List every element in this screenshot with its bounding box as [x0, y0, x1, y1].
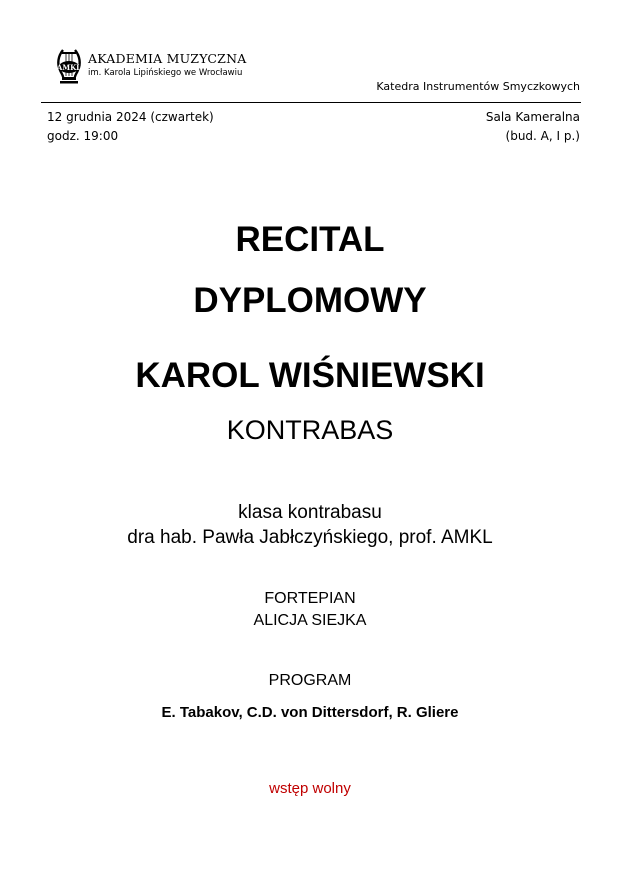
academy-logo	[54, 48, 274, 88]
department-name: Katedra Instrumentów Smyczkowych	[376, 80, 580, 93]
piano-label: FORTEPIAN	[264, 590, 356, 607]
program-composers: E. Tabakov, C.D. von Dittersdorf, R. Gliere	[161, 704, 459, 721]
venue-name: Sala Kameralna	[485, 110, 580, 124]
performer-instrument: KONTRABAS	[226, 415, 394, 445]
professor-name: dra hab. Pawła Jabłczyńskiego, prof. AMKL	[127, 527, 493, 548]
pianist-name: ALICJA SIEJKA	[253, 612, 367, 629]
academy-name: AKADEMIA MUZYCZNA	[88, 51, 247, 66]
recital-title-line2: DYPLOMOWY	[193, 281, 427, 320]
admission-note: wstęp wolny	[269, 780, 351, 797]
svg-text:AMKL: AMKL	[56, 63, 82, 72]
recital-title-line1: RECITAL	[235, 220, 385, 259]
program-heading: PROGRAM	[268, 672, 352, 689]
academy-subtitle: im. Karola Lipińskiego we Wrocławiu	[88, 68, 243, 78]
event-venue	[486, 108, 580, 146]
class-label: klasa kontrabasu	[238, 502, 382, 523]
lyre-amkl-icon	[54, 48, 84, 86]
event-time: godz. 19:00	[47, 129, 119, 143]
venue-detail: (bud. A, I p.)	[505, 129, 580, 143]
event-datetime	[47, 108, 214, 146]
performer-name: KAROL WIŚNIEWSKI	[135, 356, 485, 395]
event-date: 12 grudnia 2024 (czwartek)	[47, 110, 214, 124]
header-divider	[41, 102, 581, 103]
